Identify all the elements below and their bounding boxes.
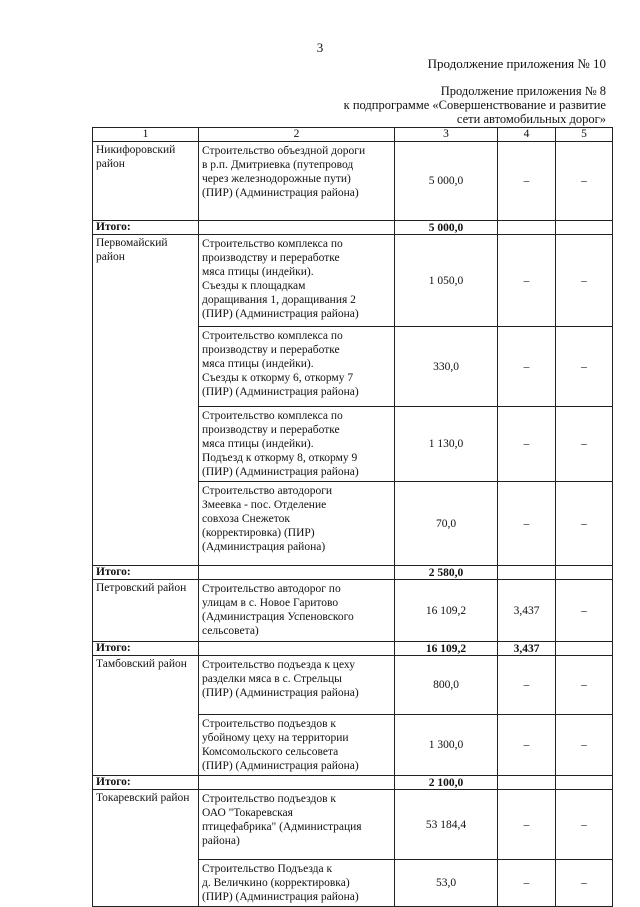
amount-cell: 70,0: [395, 482, 498, 566]
appendix-10-continuation: Продолжение приложения № 10: [427, 56, 606, 71]
length-cell: –: [498, 482, 556, 566]
description-line: доращивания 1, доращивания 2: [202, 294, 356, 306]
length-cell: –: [498, 656, 556, 715]
description-line: (ПИР) (Администрация района): [202, 891, 359, 903]
total-amount: 2 580,0: [395, 566, 498, 580]
description-line: Строительство Подъезда к: [202, 863, 333, 875]
amount-cell: 5 000,0: [395, 142, 498, 221]
description-line: убойному цеху на территории: [202, 732, 349, 744]
amount-cell: 1 050,0: [395, 235, 498, 327]
length-cell: –: [498, 715, 556, 776]
total-row: [93, 776, 613, 790]
total-label: Итого:: [93, 776, 199, 790]
description-line: Съезды к площадкам: [202, 280, 306, 292]
project-description-cell: [199, 482, 395, 566]
project-description-cell: [199, 860, 395, 907]
column-5-cell: –: [556, 790, 613, 860]
table-row: [93, 790, 613, 860]
length-cell: –: [498, 790, 556, 860]
district-name-cell: Никифоровский район: [93, 142, 199, 221]
amount-cell: 16 109,2: [395, 580, 498, 642]
total-row: [93, 642, 613, 656]
description-line: мяса птицы (индейки).: [202, 358, 314, 370]
total-column-5: [556, 221, 613, 235]
column-header: 5: [556, 128, 613, 142]
description-line: района): [202, 835, 240, 847]
page-number: 3: [316, 40, 324, 55]
total-column-5: [556, 566, 613, 580]
project-description-cell: [199, 407, 395, 482]
description-line: производству и переработке: [202, 252, 340, 264]
description-line: Комсомольского сельсовета: [202, 746, 339, 758]
total-length: 3,437: [498, 642, 556, 656]
road-projects-table: [92, 127, 613, 907]
column-header: 4: [498, 128, 556, 142]
district-name-cell: Токаревский район: [93, 790, 199, 907]
description-line: Строительство объездной дороги: [202, 145, 366, 157]
description-line: (ПИР) (Администрация района): [202, 187, 359, 199]
description-line: Строительство комплекса по: [202, 410, 343, 422]
total-length: [498, 776, 556, 790]
total-amount: 2 100,0: [395, 776, 498, 790]
column-5-cell: –: [556, 860, 613, 907]
description-line: ОАО "Токаревская: [202, 807, 293, 819]
description-line: птицефабрика" (Администрация: [202, 821, 362, 833]
length-cell: 3,437: [498, 580, 556, 642]
description-line: мяса птицы (индейки).: [202, 438, 314, 450]
district-name-cell: Петровский район: [93, 580, 199, 642]
description-line: Змеевка - пос. Отделение: [202, 499, 327, 511]
length-cell: –: [498, 235, 556, 327]
total-length: [498, 566, 556, 580]
description-line: совхоза Снежеток: [202, 513, 290, 525]
header-row: [93, 128, 613, 142]
table-row: [93, 142, 613, 221]
total-column-5: [556, 776, 613, 790]
length-cell: –: [498, 860, 556, 907]
description-line: (ПИР) (Администрация района): [202, 760, 359, 772]
total-empty-cell: [199, 776, 395, 790]
project-description-cell: [199, 580, 395, 642]
description-line: производству и переработке: [202, 424, 340, 436]
description-line: (ПИР) (Администрация района): [202, 308, 359, 320]
description-line: (ПИР) (Администрация района): [202, 466, 359, 478]
column-5-cell: –: [556, 142, 613, 221]
description-line: Строительство автодорог по: [202, 583, 341, 595]
description-line: Подъезд к откорму 8, откорму 9: [202, 452, 358, 464]
total-length: [498, 221, 556, 235]
amount-cell: 330,0: [395, 327, 498, 407]
column-header: 2: [199, 128, 395, 142]
column-header: 1: [93, 128, 199, 142]
description-line: разделки мяса в с. Стрельцы: [202, 673, 342, 685]
column-5-cell: –: [556, 407, 613, 482]
total-label: Итого:: [93, 566, 199, 580]
column-5-cell: –: [556, 656, 613, 715]
description-line: Строительство подъездов к: [202, 793, 337, 805]
description-line: сельсовета): [202, 625, 259, 637]
project-description-cell: [199, 235, 395, 327]
total-empty-cell: [199, 642, 395, 656]
amount-cell: 53,0: [395, 860, 498, 907]
description-line: в р.п. Дмитриевка (путепровод: [202, 159, 354, 171]
amount-cell: 1 130,0: [395, 407, 498, 482]
appendix-8-line: Продолжение приложения № 8: [440, 84, 606, 98]
length-cell: –: [498, 407, 556, 482]
description-line: (корректировка) (ПИР): [202, 527, 315, 539]
table-row: [93, 580, 613, 642]
appendix-8-line: к подпрограмме «Совершенствование и развитие: [343, 98, 606, 112]
total-label: Итого:: [93, 642, 199, 656]
description-line: Съезды к откорму 6, откорму 7: [202, 372, 354, 384]
project-description-cell: [199, 142, 395, 221]
total-column-5: [556, 642, 613, 656]
appendix-8-continuation: [344, 84, 606, 126]
description-line: Строительство комплекса по: [202, 238, 343, 250]
total-row: [93, 566, 613, 580]
table-row: [93, 235, 613, 327]
column-5-cell: –: [556, 580, 613, 642]
column-5-cell: –: [556, 715, 613, 776]
description-line: (ПИР) (Администрация района): [202, 386, 359, 398]
amount-cell: 53 184,4: [395, 790, 498, 860]
column-5-cell: –: [556, 235, 613, 327]
description-line: улицам в с. Новое Гаритово: [202, 597, 339, 609]
description-line: Строительство комплекса по: [202, 330, 343, 342]
description-line: (Администрация района): [202, 541, 326, 553]
description-line: производству и переработке: [202, 344, 340, 356]
project-description-cell: [199, 656, 395, 715]
total-empty-cell: [199, 221, 395, 235]
total-empty-cell: [199, 566, 395, 580]
length-cell: –: [498, 142, 556, 221]
description-line: (ПИР) (Администрация района): [202, 687, 359, 699]
description-line: д. Величкино (корректировка): [202, 877, 350, 889]
description-line: Строительство автодороги: [202, 485, 333, 497]
length-cell: –: [498, 327, 556, 407]
total-amount: 5 000,0: [395, 221, 498, 235]
column-header: 3: [395, 128, 498, 142]
district-name-cell: Тамбовский район: [93, 656, 199, 776]
project-description-cell: [199, 715, 395, 776]
column-5-cell: –: [556, 482, 613, 566]
description-line: через железнодорожные пути): [202, 173, 351, 185]
district-name-cell: Первомайский район: [93, 235, 199, 566]
total-row: [93, 221, 613, 235]
table-body: [93, 128, 613, 907]
description-line: Строительство подъезда к цеху: [202, 659, 355, 671]
table-row: [93, 656, 613, 715]
amount-cell: 1 300,0: [395, 715, 498, 776]
description-line: мяса птицы (индейки).: [202, 266, 314, 278]
project-description-cell: [199, 790, 395, 860]
description-line: (Администрация Успеновского: [202, 611, 354, 623]
total-amount: 16 109,2: [395, 642, 498, 656]
amount-cell: 800,0: [395, 656, 498, 715]
total-label: Итого:: [93, 221, 199, 235]
description-line: Строительство подъездов к: [202, 718, 337, 730]
column-5-cell: –: [556, 327, 613, 407]
appendix-8-line: сети автомобильных дорог»: [456, 112, 606, 126]
project-description-cell: [199, 327, 395, 407]
